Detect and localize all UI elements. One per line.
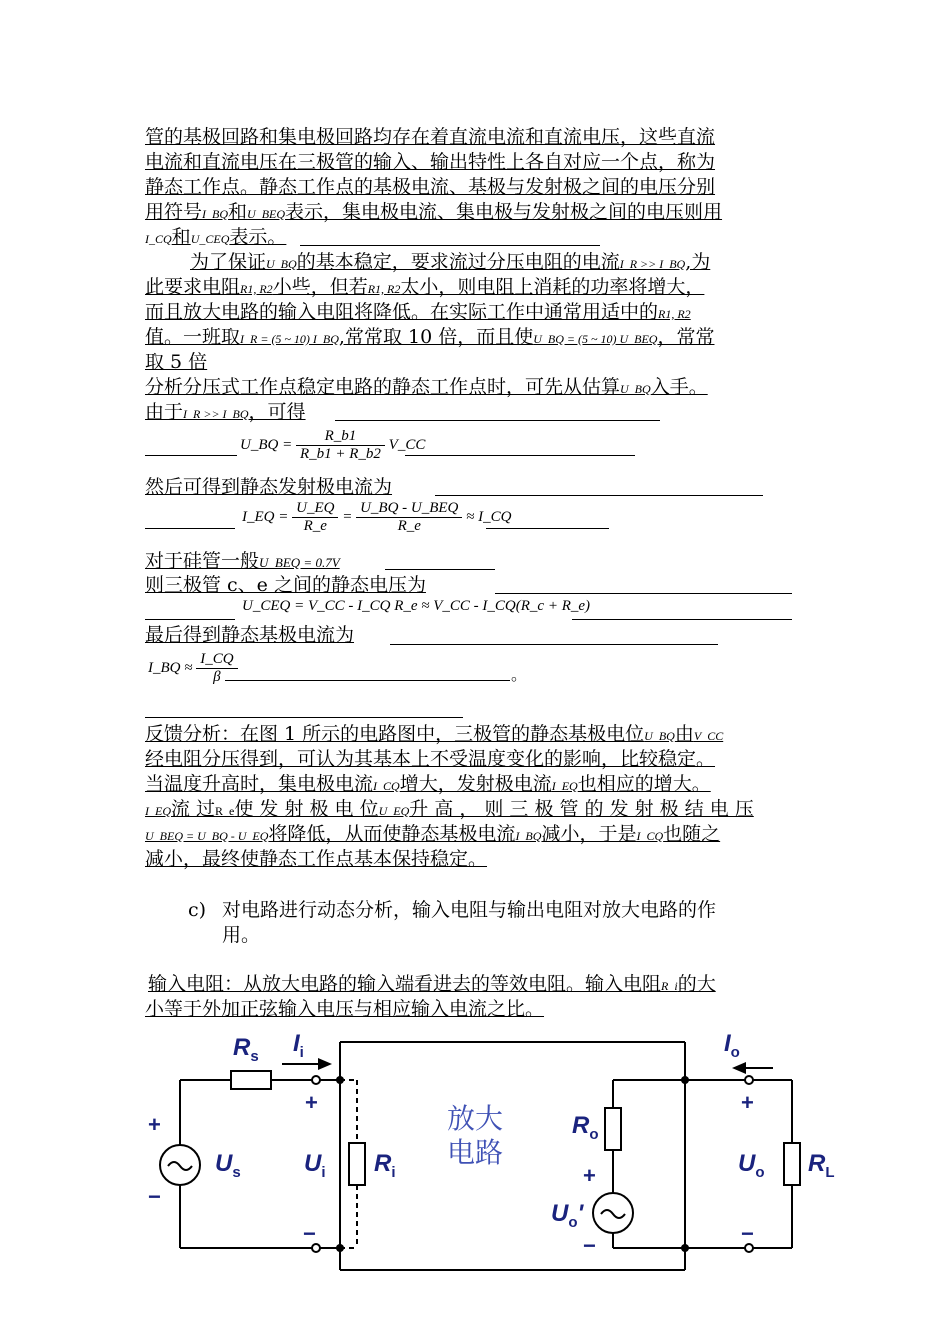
denominator: β (213, 669, 221, 685)
label-us (215, 1150, 241, 1181)
math-ubeq-diff: U_BEQ = U_BQ - U_EQ (145, 829, 269, 843)
label-rs (233, 1034, 259, 1065)
text-fragment: 和 (171, 226, 191, 248)
label-rl (808, 1150, 835, 1181)
amplifier-label-line: 电路 (447, 1136, 504, 1169)
math-ir-eq: I_R = (5 ~ 10) I_BQ (240, 332, 339, 346)
text-fragment: 对于硅管一般 (145, 550, 260, 572)
math-ubq-eq: U_BQ = (5 ~ 10) U_BEQ (533, 332, 658, 346)
arrow-head (318, 1058, 332, 1070)
numerator: U_EQ (292, 500, 338, 518)
label-main: I (724, 1030, 731, 1057)
text-fragment: 的大 (677, 973, 716, 995)
minus-sign: − (741, 1221, 754, 1246)
text-fragment: 由于 (145, 401, 184, 423)
para3-line6: 最后得到静态基极电流为 (145, 624, 355, 646)
text-fragment: 反馈分析：在图 1 所示的电路图中，三极管的静态基极电位 (145, 723, 645, 745)
text-fragment: 分析分压式工作点稳定电路的静态工作点时，可先从估算 (145, 376, 621, 398)
label-sub: L (825, 1163, 835, 1181)
terminal-node (312, 1076, 320, 1084)
text-fragment: 表示。 (229, 226, 287, 248)
resistor-ri (349, 1143, 365, 1185)
text-fragment: 为了保证 (190, 251, 267, 273)
amplifier-label (447, 1102, 503, 1170)
label-prime: ' (577, 1200, 584, 1227)
math-uceq: U_CEQ (190, 232, 230, 246)
junction-dot (681, 1244, 689, 1252)
label-sub: i (321, 1163, 326, 1181)
junction-dot (336, 1244, 344, 1252)
text-fragment: 由 (674, 723, 694, 745)
text-fragment: ，常常 (657, 326, 715, 348)
text-fragment: ，可得 (248, 401, 306, 423)
label-main: U (304, 1150, 322, 1177)
feedback-line2: 经电阻分压得到，可认为其基本上不受温度变化的影响，比较稳定。 (145, 748, 716, 770)
label-sub: o (730, 1043, 740, 1061)
math-ibq: I_BQ (515, 829, 542, 843)
label-main: R (233, 1034, 251, 1061)
math-ieq: I_EQ (551, 779, 578, 793)
formula-lhs: I_EQ = (242, 509, 289, 525)
denominator: R_e (397, 518, 421, 534)
math-ir-ibq: I_R >> I_BQ (183, 407, 249, 421)
label-ui (304, 1150, 326, 1181)
formula-lhs: I_BQ ≈ (148, 660, 193, 676)
label-main: U (738, 1150, 756, 1177)
math-ubq: U_BQ (266, 257, 297, 271)
formula-lhs: U_BQ = (240, 437, 293, 453)
text-fragment: 将降低，从而使静态基极电流 (268, 823, 516, 845)
list-marker: c) (188, 899, 207, 921)
plus-sign: + (583, 1163, 596, 1188)
label-uo-source (551, 1200, 583, 1231)
plus-sign: + (148, 1112, 161, 1137)
minus-sign: − (303, 1221, 316, 1246)
equals: = (342, 509, 353, 525)
arrow-head (732, 1062, 746, 1074)
plus-sign: + (741, 1090, 754, 1115)
formula-uceq: U_CEQ = V_CC - I_CQ R_e ≈ V_CC - I_CQ(R_c + R_e) (242, 598, 591, 614)
text-fragment: 用符号 (145, 201, 203, 223)
label-main: R (374, 1150, 392, 1177)
text-fragment: 使 发 射 极 电 位 (234, 798, 379, 820)
resistor-ro (605, 1108, 621, 1150)
text-fragment: 表示，集电极电流、集电极与发射极之间的电压则用 (285, 201, 723, 223)
text-fragment: 太小，则电阻上消耗的功率将增大， (400, 276, 705, 298)
text-fragment: 和 (228, 201, 248, 223)
math-icq: I_CQ (636, 829, 664, 843)
label-main: R (808, 1150, 826, 1177)
text-fragment: 流 过 (171, 798, 216, 820)
label-main: U (551, 1200, 569, 1227)
math-icq: I_CQ (373, 779, 400, 793)
text-fragment: 减小，于是 (541, 823, 637, 845)
item-c-line2: 用。 (222, 924, 261, 946)
math-r1r2: R1, R2 (658, 307, 691, 321)
label-uo (738, 1150, 765, 1181)
approx-icq: ≈ I_CQ (466, 509, 512, 525)
numerator: R_b1 (296, 428, 385, 446)
numerator: I_CQ (196, 651, 237, 669)
math-ubeq-val: U_BEQ = 0.7V (259, 555, 340, 570)
label-sub: s (232, 1163, 241, 1181)
amplifier-label-line: 放大 (447, 1102, 504, 1135)
math-ubeq: U_BEQ (247, 207, 286, 221)
para3-line3: 然后可得到静态发射极电流为 (145, 476, 393, 498)
math-icq: I_CQ (145, 232, 172, 246)
text-fragment: 当温度升高时，集电极电流 (145, 773, 374, 795)
math-r1r2: R1, R2 (240, 282, 273, 296)
plus-sign: + (305, 1090, 318, 1115)
math-ir-ibq: I_R >> I_BQ (619, 257, 686, 271)
para1-line1: 管的基极回路和集电极回路均存在着直流电流和直流电压，这些直流 (145, 126, 716, 148)
text-fragment: 的基本稳定，要求流过分压电阻的电流 (296, 251, 620, 273)
text-fragment: ,常常取 10 倍，而且使 (338, 326, 534, 348)
label-main: I (293, 1030, 300, 1057)
math-r1r2: R1, R2 (367, 282, 401, 296)
denominator: R_e (303, 518, 327, 534)
terminal-node (745, 1076, 753, 1084)
text-fragment: 输入电阻：从放大电路的输入端看进去的等效电阻。输入电阻 (148, 973, 662, 995)
vcc: V_CC (388, 437, 426, 453)
input-res-line2: 小等于外加正弦输入电压与相应输入电流之比。 (145, 998, 545, 1020)
junction-dot (681, 1076, 689, 1084)
text-fragment: ,为 (685, 251, 711, 273)
label-main: U (215, 1150, 233, 1177)
item-c-line1: 对电路进行动态分析，输入电阻与输出电阻对放大电路的作 (222, 899, 717, 921)
math-ieq: I_EQ (145, 804, 171, 818)
resistor-rs (231, 1071, 271, 1089)
minus-sign: − (583, 1233, 596, 1258)
text-fragment: 此要求电阻 (145, 276, 241, 298)
text-fragment: 而且放大电路的输入电阻将降低。在实际工作中通常用适中的 (145, 301, 659, 323)
math-ueq: U_EQ (378, 804, 410, 818)
math-ibq: I_BQ (202, 207, 229, 221)
text-fragment: 升 高 ， 则 三 极 管 的 发 射 极 结 电 压 (409, 798, 754, 820)
math-re: R_e (215, 804, 235, 818)
math-ubq: U_BQ (620, 382, 651, 396)
math-ubq: U_BQ (644, 729, 675, 743)
para1-line3: 静态工作点。静态工作点的基极电流、基极与发射极之间的电压分别 (145, 176, 716, 198)
text-fragment: 增大，发射极电流 (399, 773, 552, 795)
para2-line5: 取 5 倍 (145, 351, 208, 373)
numerator: U_BQ - U_BEQ (356, 500, 462, 518)
denominator: R_b1 + R_b2 (299, 446, 381, 462)
text-fragment: 入手。 (650, 376, 708, 398)
label-ri (374, 1150, 396, 1181)
label-ro (572, 1112, 599, 1143)
text-fragment: 也随之 (663, 823, 721, 845)
period: 。 (511, 665, 528, 684)
text-fragment: 小些，但若 (272, 276, 368, 298)
label-sub: o (568, 1213, 578, 1231)
para1-line2: 电流和直流电压在三极管的输入、输出特性上各自对应一个点，称为 (145, 151, 716, 173)
label-sub: i (299, 1043, 304, 1061)
junction-dot (336, 1076, 344, 1084)
feedback-line6: 减小，最终使静态工作点基本保持稳定。 (145, 848, 488, 870)
resistor-rl (784, 1143, 800, 1185)
para3-line5: 则三极管 c、e 之间的静态电压为 (145, 574, 426, 596)
math-ri: R_i (661, 979, 678, 993)
minus-sign: − (148, 1184, 161, 1209)
label-sub: o (589, 1125, 599, 1143)
text-fragment: 也相应的增大。 (577, 773, 711, 795)
label-sub: s (250, 1047, 259, 1065)
text-fragment: 值。一班取 (145, 326, 241, 348)
math-vcc: V_CC (693, 729, 724, 743)
label-sub: o (755, 1163, 765, 1181)
label-main: R (572, 1112, 590, 1139)
label-io (724, 1030, 740, 1061)
label-sub: i (391, 1163, 396, 1181)
label-ii (293, 1030, 304, 1061)
